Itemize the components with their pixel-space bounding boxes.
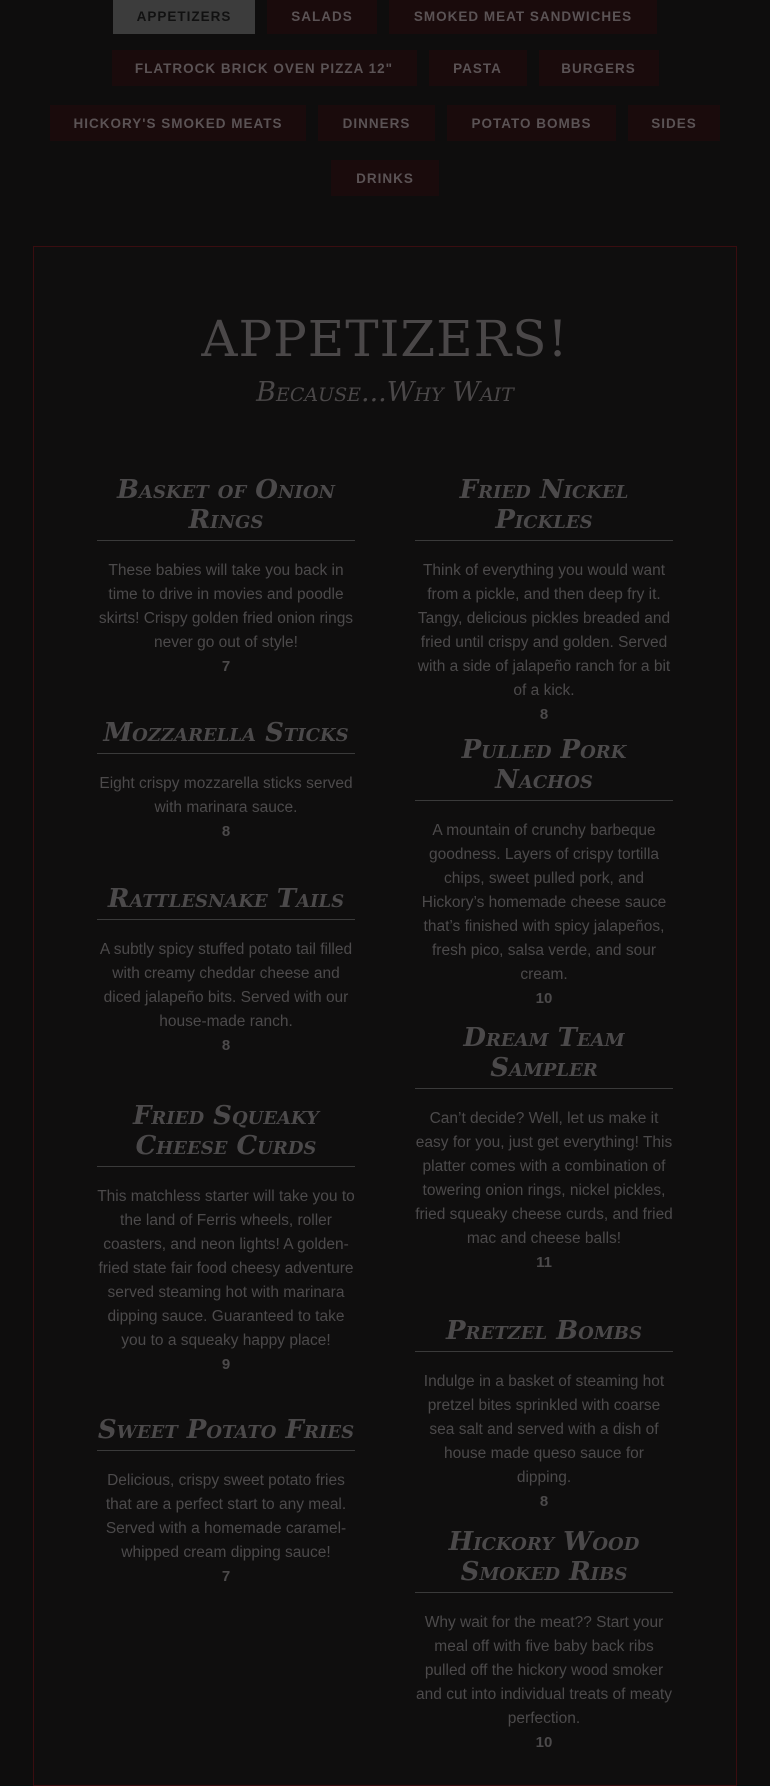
tab-pasta[interactable]: PASTA [429,50,527,86]
item-price: 8 [221,823,231,840]
item-price: 11 [536,1254,552,1271]
item-description: Can’t decide? Well, let us make it easy for you, just get everything! This platter comes with a combination of towering onion rings, nickel pickles, fried squeaky cheese curds, and fried mac and cheese balls! [415,1110,673,1247]
menu-item-pretzel-bombs [415,1316,673,1514]
item-name: Mozzarella Sticks [97,718,355,754]
item-description: Delicious, crispy sweet potato fries that are a perfect start to any meal. Served with a homemade caramel-whipped cream dipping sauce! [105,1472,347,1561]
item-description: Why wait for the meat?? Start your meal off with five baby back ribs pulled off the hickory wood smoker and cut into individual treats of meaty perfection. [416,1614,672,1727]
menu-item-sweet-potato-fries [97,1415,355,1589]
item-price: 8 [539,706,549,723]
item-name: Rattlesnake Tails [97,884,355,920]
item-description: Indulge in a basket of steaming hot pretzel bites sprinkled with coarse sea salt and served with a dish of house made queso sauce for dipping. [423,1373,665,1486]
item-name: Pretzel Bombs [415,1316,673,1352]
menu-item-cheese-curds [97,1101,355,1377]
page-title: APPETIZERS! [201,310,569,368]
menu-item-smoked-ribs [415,1527,673,1755]
page-subtitle: Because...Why Wait [256,377,514,408]
tab-flatrock-pizza[interactable]: FLATROCK BRICK OVEN PIZZA 12" [112,50,417,86]
menu-item-mozzarella-sticks [97,718,355,844]
tab-dinners[interactable]: DINNERS [318,105,435,141]
item-price: 7 [221,1568,231,1585]
item-name: Basket of Onion Rings [97,475,355,541]
tab-row-3 [0,105,770,141]
item-name: Sweet Potato Fries [97,1415,355,1451]
item-price: 7 [221,658,231,675]
item-price: 10 [535,1734,553,1751]
item-description: Eight crispy mozzarella sticks served with marinara sauce. [99,775,353,816]
tab-hickorys-smoked-meats[interactable]: HICKORY'S SMOKED MEATS [50,105,306,141]
tab-drinks[interactable]: DRINKS [331,160,439,196]
menu-item-rattlesnake-tails [97,884,355,1058]
tab-salads[interactable]: SALADS [267,0,377,34]
menu-item-dream-team-sampler [415,1023,673,1275]
tab-appetizers[interactable]: APPETIZERS [113,0,255,34]
item-description: Think of everything you would want from a pickle, and then deep fry it. Tangy, delicious pickles breaded and fried until crispy and golden. Served with a side of jalapeño ranch for a bit of a kick. [417,562,671,699]
tab-sides[interactable]: SIDES [628,105,720,141]
tab-smoked-meat-sandwiches[interactable]: SMOKED MEAT SANDWICHES [389,0,657,34]
item-name: Fried Squeaky Cheese Curds [97,1101,355,1167]
item-price: 8 [221,1037,231,1054]
item-description: These babies will take you back in time to drive in movies and poodle skirts! Crispy golden fried onion rings never go out of style! [98,562,354,651]
item-description: A mountain of crunchy barbeque goodness. Layers of crispy tortilla chips, sweet pulled pork, and Hickory’s homemade cheese sauce that’s finished with spicy jalapeños, fresh pico, salsa verde, and sour cream. [421,822,667,983]
item-price: 10 [535,990,553,1007]
item-name: Fried Nickel Pickles [415,475,673,541]
item-description: This matchless starter will take you to the land of Ferris wheels, roller coasters, and neon lights! A golden-fried state fair food cheesy adventure served steaming hot with marinara dipping sauce. Guaranteed to take you to a squeaky happy place! [97,1188,355,1349]
tab-row-2 [0,50,770,86]
menu-item-pulled-pork-nachos [415,735,673,1011]
tab-burgers[interactable]: BURGERS [539,50,659,86]
menu-item-nickel-pickles [415,475,673,727]
item-name: Pulled Pork Nachos [415,735,673,801]
menu-item-onion-rings [97,475,355,679]
item-description: A subtly spicy stuffed potato tail filled with creamy cheddar cheese and diced jalapeño bits. Served with our house-made ranch. [99,941,353,1030]
tab-potato-bombs[interactable]: POTATO BOMBS [447,105,616,141]
item-name: Hickory Wood Smoked Ribs [415,1527,673,1593]
item-price: 9 [221,1356,231,1373]
item-name: Dream Team Sampler [415,1023,673,1089]
tab-row-1 [0,0,770,34]
item-price: 8 [539,1493,549,1510]
tab-row-4 [0,160,770,196]
